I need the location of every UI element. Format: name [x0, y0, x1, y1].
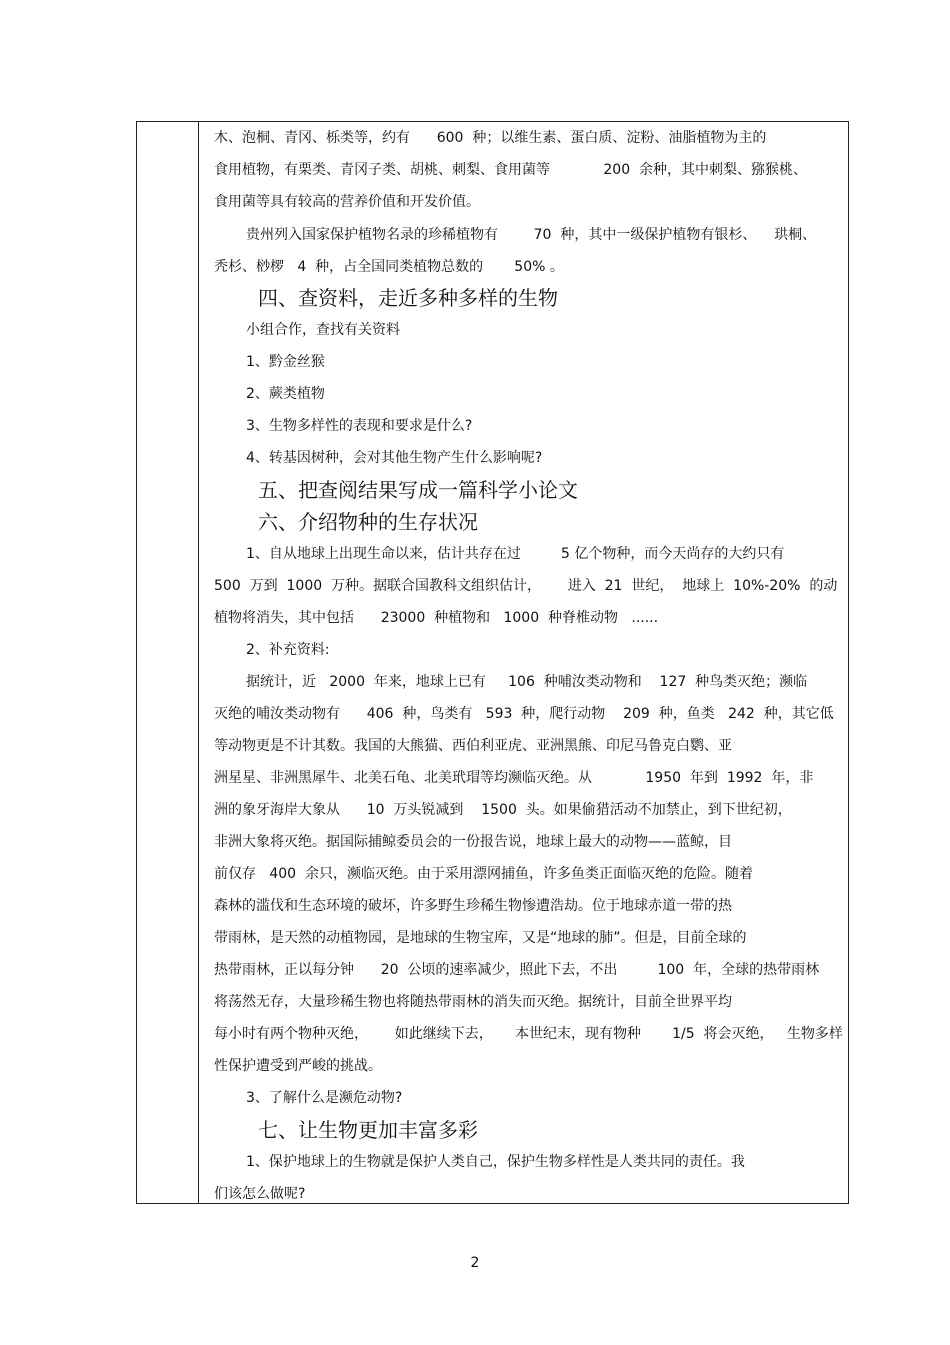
text-line: 3、生物多样性的表现和要求是什么? [246, 418, 473, 434]
text-line: 等动物更是不计其数。我国的大熊猫、西伯利亚虎、亚洲黑熊、印尼马鲁克白鹦、亚 [214, 738, 732, 754]
text-line: 森林的滥伐和生态环境的破坏，许多野生珍稀生物惨遭浩劫。位于地球赤道一带的热 [214, 898, 732, 914]
section-heading: 七、让生物更加丰富多彩 [258, 1118, 478, 1142]
text-line: 食用植物，有栗类、青冈子类、胡桃、刺梨、食用菌等 200 余种，其中刺梨、猕猴桃、 [214, 162, 808, 178]
section-heading: 六、介绍物种的生存状况 [258, 510, 478, 534]
text-line: 小组合作，查找有关资料 [246, 322, 400, 338]
text-line: 1、自从地球上出现生命以来，估计共存在过 5 亿个物种，而今天尚存的大约只有 [246, 546, 785, 562]
text-line: 贵州列入国家保护植物名录的珍稀植物有 70 种，其中一级保护植物有银杉、 珙桐、 [246, 227, 817, 243]
section-heading: 四、查资料，走近多种多样的生物 [258, 286, 558, 310]
page-number: 2 [470, 1255, 480, 1271]
text-line: 洲星星、非洲黑犀牛、北美石龟、北美玳瑁等均濒临灭绝。从 1950 年到 1992 年，非 [214, 770, 814, 786]
text-line: 据统计，近 2000 年来，地球上已有 106 种哺汝类动物和 127 种鸟类灭绝；濒临 [246, 674, 808, 690]
text-line: 将荡然无存，大量珍稀生物也将随热带雨林的消失而灭绝。据统计，目前全世界平均 [214, 994, 732, 1010]
text-line: 洲的象牙海岸大象从 10 万头锐减到 1500 头。如果偷猎活动不加禁止，到下世纪初， [214, 802, 792, 818]
text-line: 植物将消失，其中包括 23000 种植物和 1000 种脊椎动物 ...... [214, 610, 659, 626]
text-line: 2、蕨类植物 [246, 386, 325, 402]
text-line: 食用菌等具有较高的营养价值和开发价值。 [214, 194, 480, 210]
text-line: 1、保护地球上的生物就是保护人类自己，保护生物多样性是人类共同的责任。我 [246, 1154, 745, 1170]
text-line: 秃杉、桫椤 4 种，占全国同类植物总数的 50% 。 [214, 259, 564, 275]
text-line: 带雨林，是天然的动植物园，是地球的生物宝库，又是“地球的肺”。但是，目前全球的 [214, 930, 747, 946]
section-heading: 五、把查阅结果写成一篇科学小论文 [258, 478, 578, 502]
text-line: 2、补充资料: [246, 642, 330, 658]
text-line: 非洲大象将灭绝。据国际捕鲸委员会的一份报告说，地球上最大的动物——蓝鲸，目 [214, 834, 732, 850]
text-line: 灭绝的哺汝类动物有 406 种，鸟类有 593 种，爬行动物 209 种，鱼类 242 种，其它低 [214, 706, 834, 722]
text-line: 性保护遭受到严峻的挑战。 [214, 1058, 382, 1074]
text-line: 4、转基因树种，会对其他生物产生什么影响呢? [246, 450, 543, 466]
text-line: 每小时有两个物种灭绝， 如此继续下去， 本世纪末，现有物种 1/5 将会灭绝， 生物多样 [214, 1026, 843, 1042]
table-left-column [137, 122, 199, 1203]
text-line: 热带雨林，正以每分钟 20 公顷的速率减少，照此下去，不出 100 年，全球的热带雨林 [214, 962, 820, 978]
text-line: 木、泡桐、青冈、栎类等，约有 600 种；以维生素、蛋白质、淀粉、油脂植物为主的 [214, 130, 767, 146]
text-line: 500 万到 1000 万种。据联合国教科文组织估计， 进入 21 世纪， 地球上 10%-20% 的动 [214, 578, 838, 594]
text-line: 3、了解什么是濒危动物? [246, 1090, 403, 1106]
text-line: 前仅存 400 余只，濒临灭绝。由于采用漂网捕鱼，许多鱼类正面临灭绝的危险。随着 [214, 866, 753, 882]
text-line: 1、黔金丝猴 [246, 354, 325, 370]
text-line: 们该怎么做呢? [214, 1186, 306, 1202]
